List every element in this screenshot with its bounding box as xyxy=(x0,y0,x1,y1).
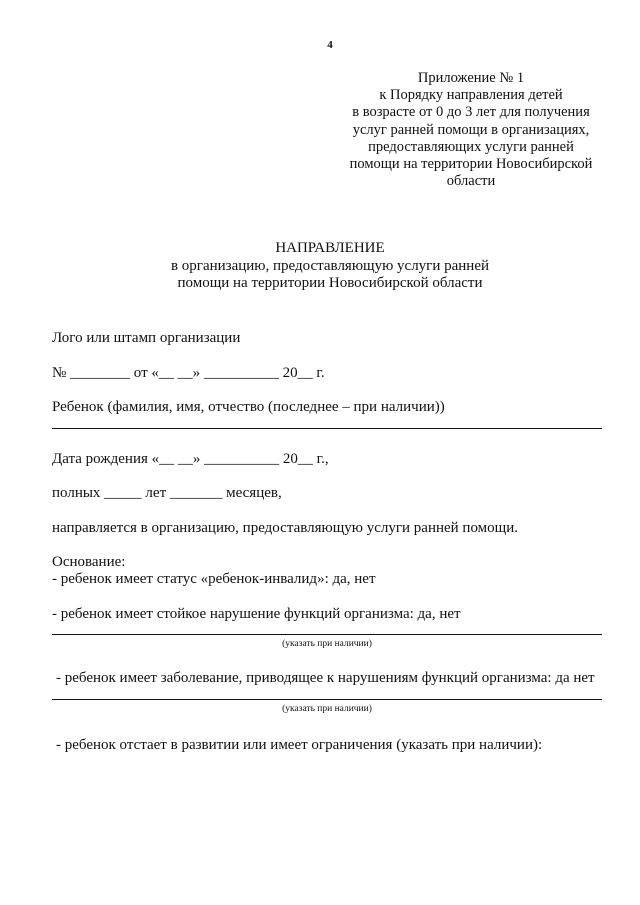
appendix-block xyxy=(338,70,604,190)
impairment-field-line xyxy=(52,634,602,635)
appendix-line: Приложение № 1 xyxy=(417,70,525,86)
basis-item-development-delay: - ребенок отстает в развитии или имеет ограничения (указать при наличии): xyxy=(56,737,543,753)
appendix-line: к Порядку направления детей xyxy=(379,87,563,104)
page-number: 4 xyxy=(327,39,333,51)
appendix-line: в возрасте от 0 до 3 лет для получения xyxy=(352,104,590,121)
appendix-line: услуг ранней помощи в организациях, xyxy=(352,121,590,138)
basis-item-disability-status: - ребенок имеет статус «ребенок-инвалид»: да, нет xyxy=(52,571,376,587)
document-title: НАПРАВЛЕНИЕ xyxy=(275,240,385,256)
document-title-block xyxy=(120,240,540,293)
directed-line: направляется в организацию, предоставляющую услуги ранней помощи. xyxy=(52,520,518,536)
basis-item-persistent-impairment: - ребенок имеет стойкое нарушение функций организма: да, нет xyxy=(52,606,461,622)
child-name-label: Ребенок (фамилия, имя, отчество (последнее – при наличии)) xyxy=(52,399,445,415)
basis-item-disease: - ребенок имеет заболевание, приводящее к нарушениям функций организма: да нет xyxy=(56,670,595,686)
appendix-line: предоставляющих услуги ранней xyxy=(368,138,574,155)
age-line: полных _____ лет _______ месяцев, xyxy=(52,485,282,501)
appendix-line: области xyxy=(446,173,496,190)
basis-heading: Основание: xyxy=(52,554,126,570)
disease-field-line xyxy=(52,699,602,700)
birth-date-line: Дата рождения «__ __» __________ 20__ г., xyxy=(52,451,329,467)
number-date-line: № ________ от «__ __» __________ 20__ г. xyxy=(52,365,325,381)
document-subtitle-line: в организацию, предоставляющую услуги ранней xyxy=(170,257,490,274)
field-caption: (указать при наличии) xyxy=(282,704,372,714)
logo-stamp-label: Лого или штамп организации xyxy=(52,330,241,346)
field-caption: (указать при наличии) xyxy=(282,639,372,649)
appendix-line: помощи на территории Новосибирской xyxy=(349,156,593,173)
child-name-field-line xyxy=(52,428,602,429)
document-subtitle-line: помощи на территории Новосибирской области xyxy=(177,275,483,291)
